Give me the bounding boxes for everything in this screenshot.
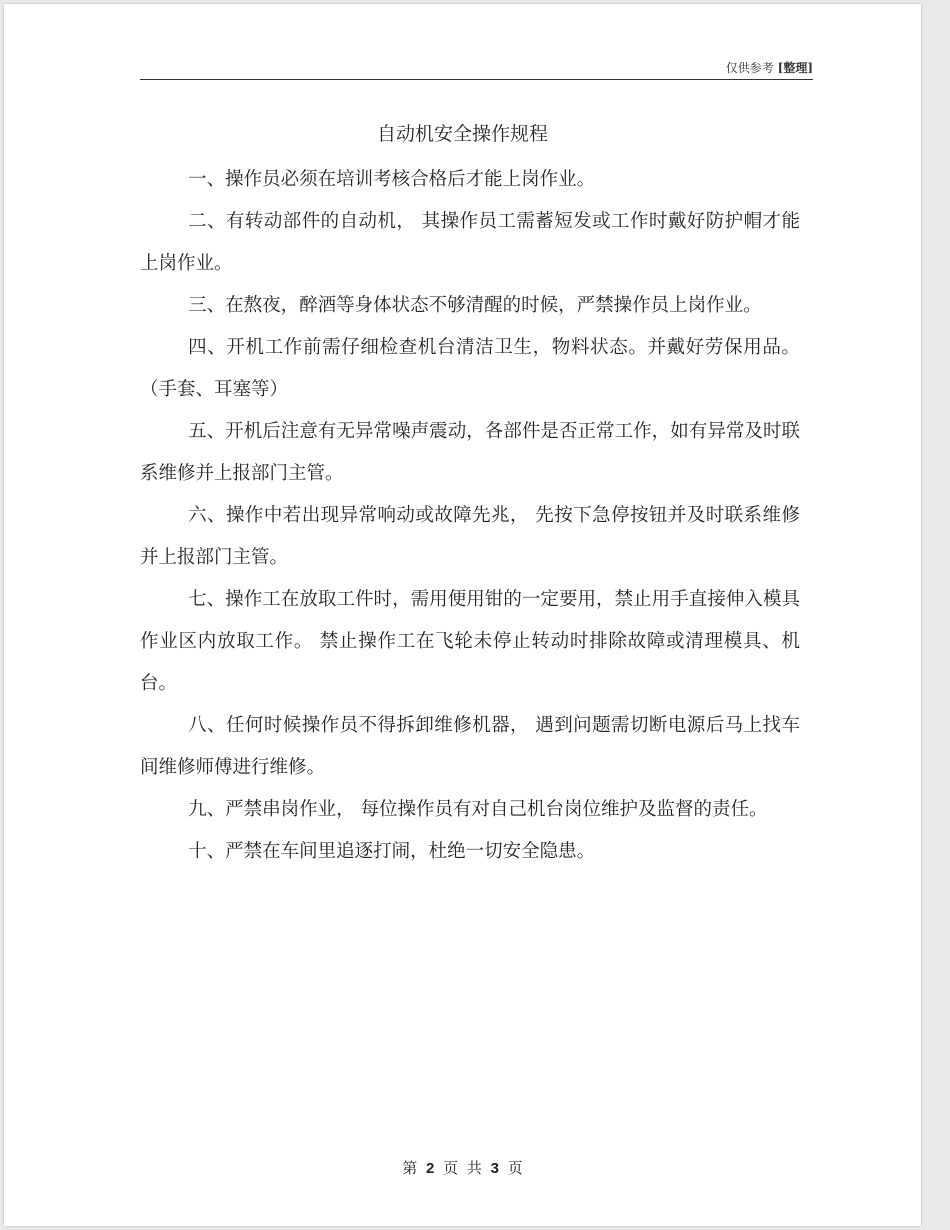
page-footer — [4, 1156, 921, 1181]
document-page — [4, 4, 921, 1226]
footer-page-number: 2 — [425, 1160, 435, 1177]
rule-paragraph-6: 六、操作中若出现异常响动或故障先兆， 先按下急停按钮并及时联系维修并上报部门主管。 — [140, 505, 800, 568]
rule-paragraph-4: 四、开机工作前需仔细检查机台清洁卫生，物料状态。并戴好劳保用品。（手套、耳塞等） — [140, 337, 800, 400]
footer-middle: 页 共 — [443, 1159, 482, 1177]
document-title: 自动机安全操作规程 — [376, 123, 548, 145]
footer-total-pages: 3 — [490, 1160, 500, 1177]
rule-paragraph-7: 七、操作工在放取工件时，需用便用钳的一定要用，禁止用手直接伸入模具作业区内放取工作。 禁止操作工在飞轮未停止转动时排除故障或清理模具、机台。 — [140, 589, 800, 694]
rule-paragraph-1: 一、操作员必须在培训考核合格后才能上岗作业。 — [188, 169, 596, 190]
rule-paragraph-9: 九、严禁串岗作业， 每位操作员有对自己机台岗位维护及监督的责任。 — [188, 799, 768, 820]
rule-paragraph-3: 三、在熬夜，醉酒等身体状态不够清醒的时候，严禁操作员上岗作业。 — [188, 295, 762, 316]
footer-suffix: 页 — [507, 1159, 523, 1177]
rule-paragraph-10: 十、严禁在车间里追逐打闹，杜绝一切安全隐患。 — [188, 841, 596, 862]
rule-paragraph-8: 八、任何时候操作员不得拆卸维修机器， 遇到问题需切断电源后马上找车间维修师傅进行维修。 — [140, 715, 800, 778]
document-body — [140, 159, 800, 873]
footer-prefix: 第 — [402, 1159, 418, 1177]
rule-paragraph-2: 二、有转动部件的自动机， 其操作员工需蓄短发或工作时戴好防护帽才能上岗作业。 — [140, 211, 800, 274]
header-text: 仅供参考 — [725, 61, 774, 75]
page-header — [140, 57, 813, 80]
header-tag: [整理] — [777, 61, 813, 75]
rule-paragraph-5: 五、开机后注意有无异常噪声震动，各部件是否正常工作，如有异常及时联系维修并上报部门主管。 — [140, 421, 800, 484]
